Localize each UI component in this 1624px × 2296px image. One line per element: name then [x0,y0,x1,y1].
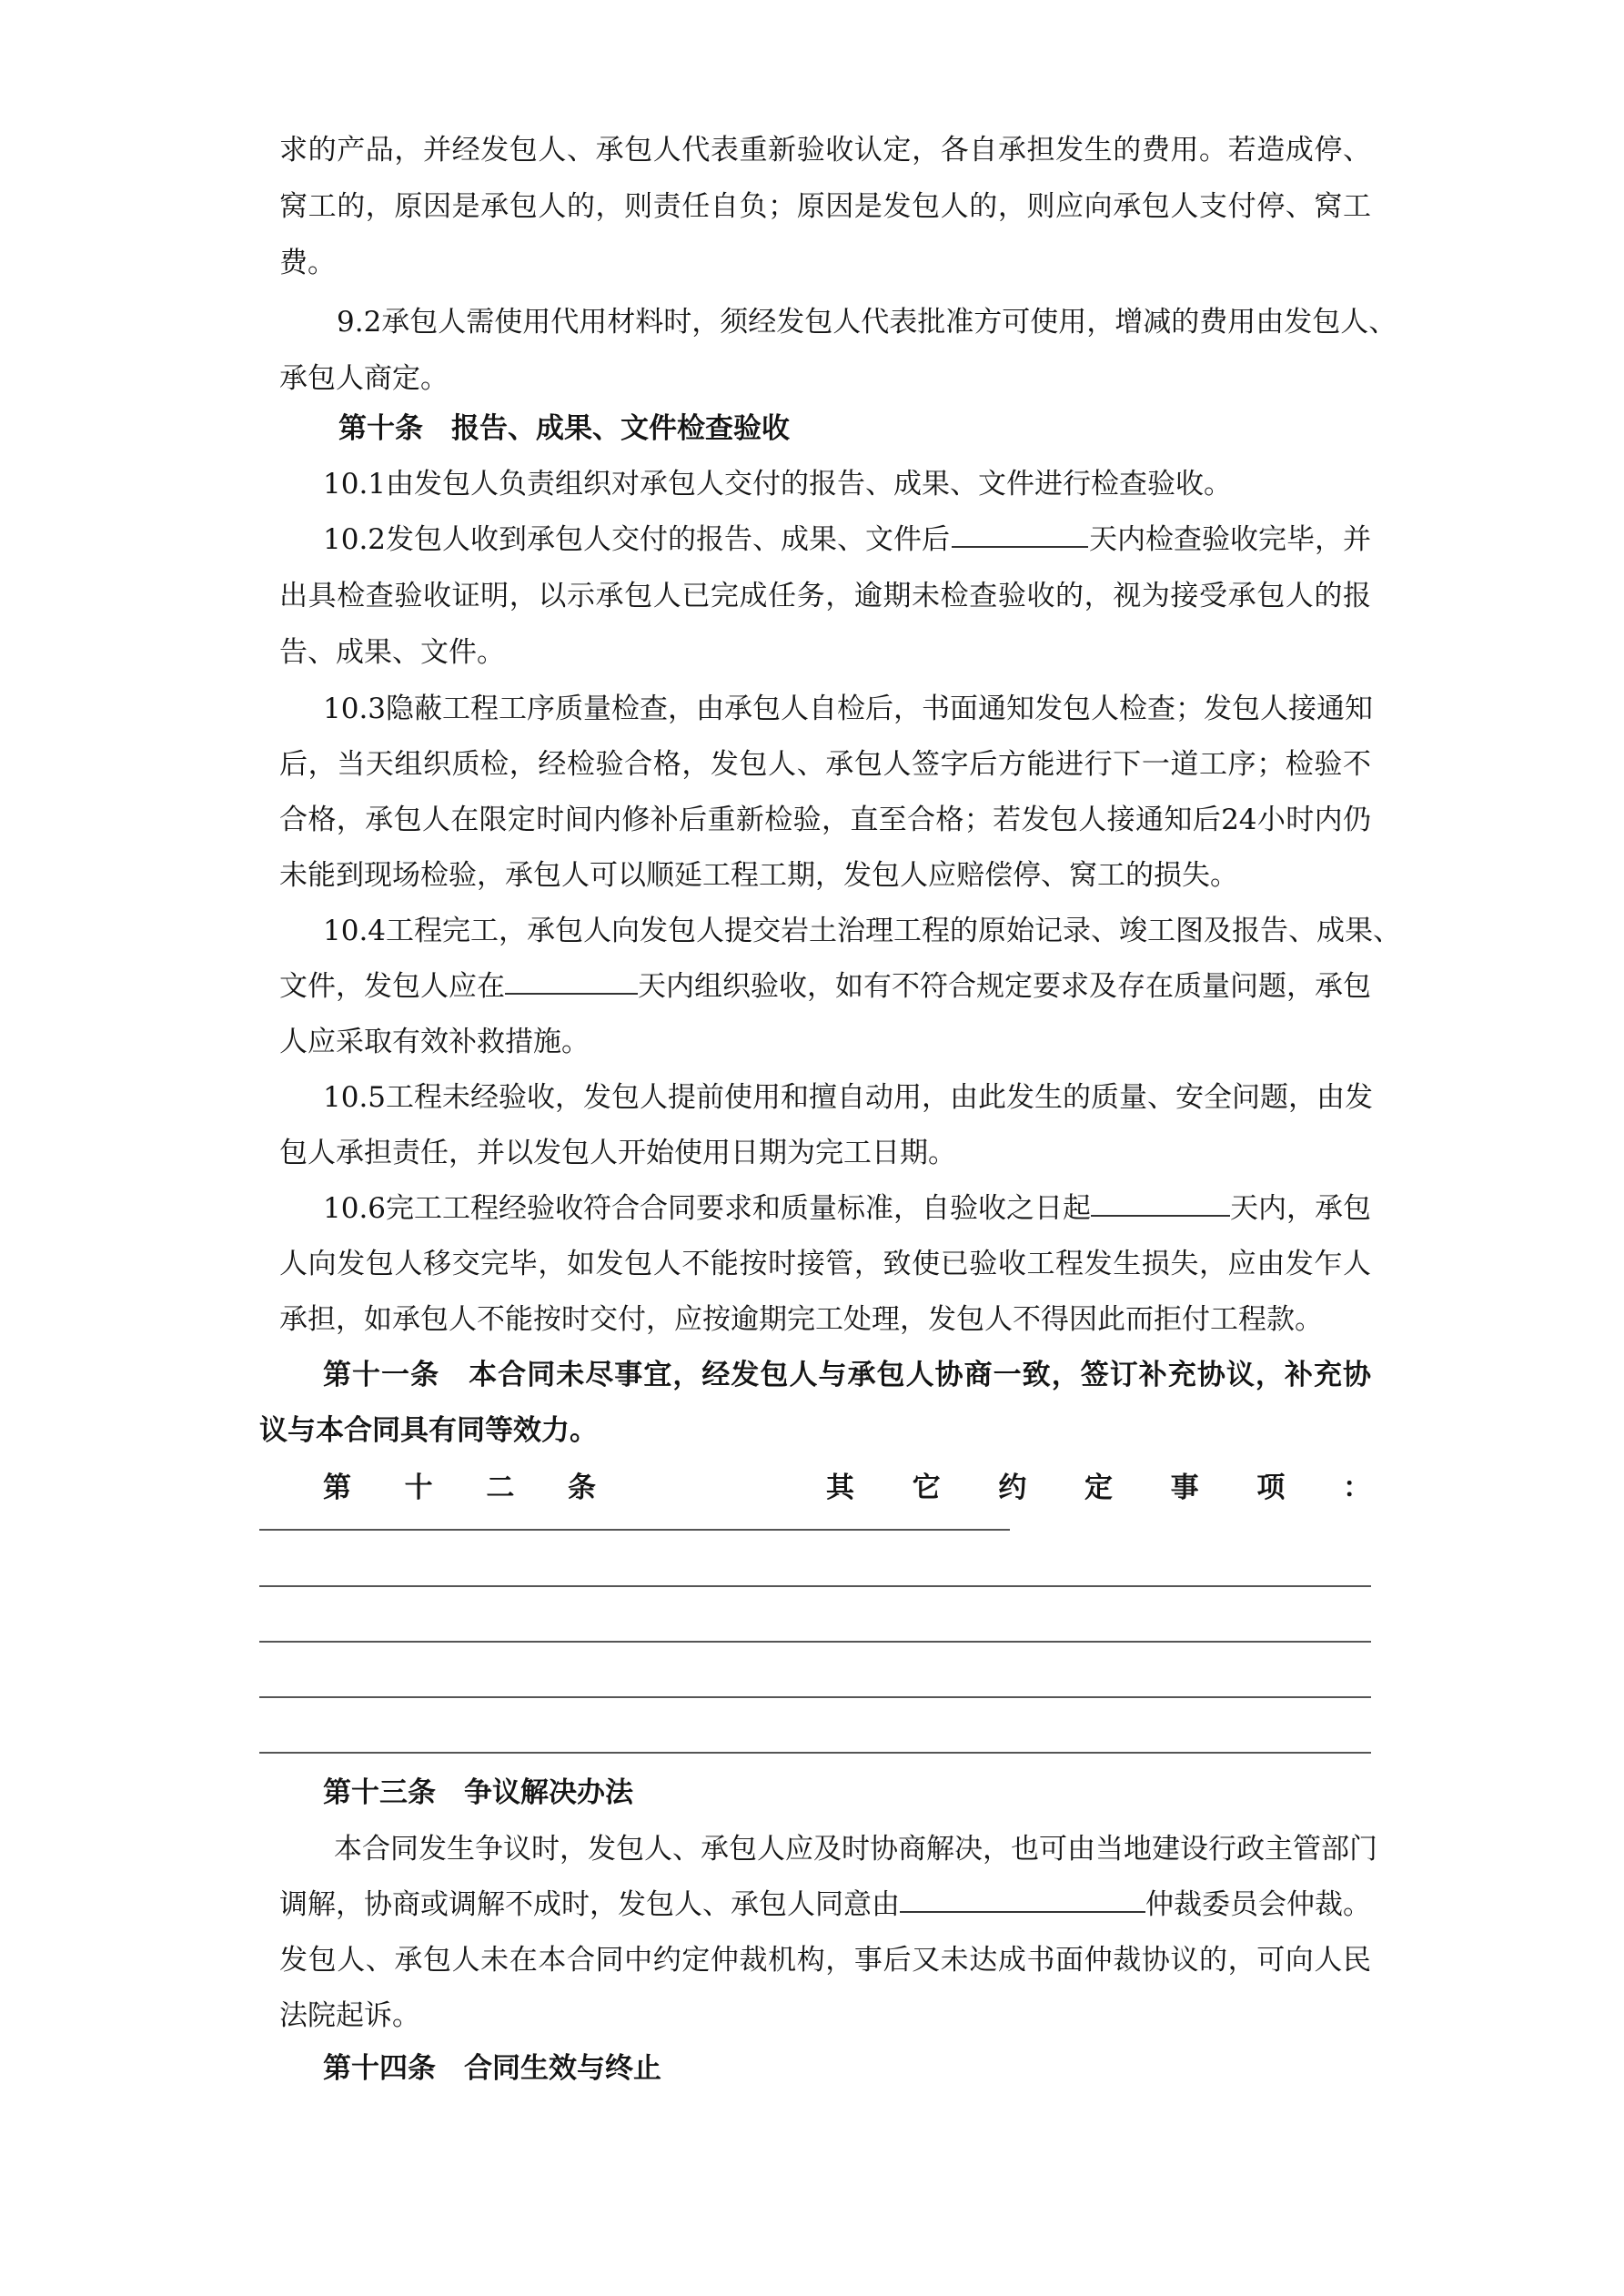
article-12-heading-left: 第 十 二 条 [323,1472,596,1504]
clause-10-2-text-a: 10.2发包人收到承包人交付的报告、成果、文件后 [323,523,951,556]
clause-10-4-text-a: 文件，发包人应在 [279,970,505,1003]
other-terms-blank-line-4[interactable] [259,1696,1371,1698]
other-terms-blank-line-3[interactable] [259,1641,1371,1643]
clause-10-4-text-b: 天内组织验收，如有不符合规定要求及存在质量问题，承包 [638,970,1371,1003]
article-13-line-3: 发包人、承包人未在本合同中约定仲裁机构，事后又未达成书面仲裁协议的，可向人民 [279,1944,1371,1977]
days-blank-10-4[interactable] [505,966,638,995]
days-blank-10-6[interactable] [1091,1188,1230,1217]
clause-10-3-line-4: 未能到现场检验，承包人可以顺延工程工期，发包人应赔偿停、窝工的损失。 [279,859,1238,892]
article-11-line-2: 议与本合同具有同等效力。 [259,1414,598,1447]
clause-10-6-line-2: 人向发包人移交完毕，如发包人不能按时接管，致使已验收工程发生损失，应由发乍人 [279,1248,1371,1280]
article-13-text-a: 调解，协商或调解不成时，发包人、承包人同意由 [279,1888,900,1921]
clause-10-6-text-b: 天内，承包 [1230,1192,1371,1225]
clause-9-2-line-1: 9.2承包人需使用代用材料时，须经发包人代表批准方可使用，增减的费用由发包人、 [337,306,1397,339]
clause-10-2-text-b: 天内检查验收完毕，并 [1089,523,1371,556]
clause-10-1: 10.1由发包人负责组织对承包人交付的报告、成果、文件进行检查验收。 [323,468,1233,501]
article-12-heading-right: 其 它 约 定 事 项 ： [826,1472,1371,1504]
clause-9-2-line-2: 承包人商定。 [279,362,449,395]
clause-10-5-line-1: 10.5工程未经验收，发包人提前使用和擅自动用，由此发生的质量、安全问题，由发 [323,1081,1374,1114]
clause-10-2-line-2: 出具检查验收证明，以示承包人已完成任务，逾期未检查验收的，视为接受承包人的报 [279,580,1371,612]
article-13-line-1: 本合同发生争议时，发包人、承包人应及时协商解决，也可由当地建设行政主管部门 [334,1833,1377,1866]
clause-10-4-line-1: 10.4工程完工，承包人向发包人提交岩土治理工程的原始记录、竣工图及报告、成果、 [323,915,1402,947]
article-10-heading: 第十条 报告、成果、文件检查验收 [338,412,790,445]
clause-9-1-line-1: 求的产品，并经发包人、承包人代表重新验收认定，各自承担发生的费用。若造成停、 [279,134,1371,167]
arbitration-commission-blank[interactable] [900,1884,1145,1913]
clause-9-1-line-2: 窝工的，原因是承包人的，则责任自负；原因是发包人的，则应向承包人支付停、窝工 [279,190,1371,223]
other-terms-blank-line-1[interactable] [259,1529,1010,1531]
article-13-heading: 第十三条 争议解决办法 [323,1776,633,1809]
other-terms-blank-line-2[interactable] [259,1585,1371,1587]
days-blank-10-2[interactable] [952,519,1088,548]
clause-10-6-line-1 [323,1188,1371,1229]
clause-10-4-line-3: 人应采取有效补救措施。 [279,1026,590,1058]
clause-10-5-line-2: 包人承担责任，并以发包人开始使用日期为完工日期。 [279,1137,956,1169]
clause-9-1-line-3: 费。 [279,247,336,279]
article-11-line-1: 第十一条 本合同未尽事宜，经发包人与承包人协商一致，签订补充协议，补充协 [323,1359,1371,1391]
clause-10-4-line-2 [279,966,1371,1007]
other-terms-blank-line-5[interactable] [259,1752,1371,1754]
clause-10-3-line-2: 后，当天组织质检，经检验合格，发包人、承包人签字后方能进行下一道工序；检验不 [279,748,1371,781]
clause-10-6-text-a: 10.6完工工程经验收符合合同要求和质量标准，自验收之日起 [323,1192,1092,1225]
article-13-text-b: 仲裁委员会仲裁。 [1145,1888,1371,1921]
article-13-line-4: 法院起诉。 [279,1999,420,2032]
article-14-heading: 第十四条 合同生效与终止 [323,2052,661,2085]
clause-10-2-line-3: 告、成果、文件。 [279,636,505,669]
clause-10-6-line-3: 承担，如承包人不能按时交付，应按逾期完工处理，发包人不得因此而拒付工程款。 [279,1303,1323,1336]
article-13-line-2 [279,1884,1371,1926]
clause-10-2-line-1 [323,519,1371,561]
clause-10-3-line-3: 合格，承包人在限定时间内修补后重新检验，直至合格；若发包人接通知后24小时内仍 [279,804,1371,836]
clause-10-3-line-1: 10.3隐蔽工程工序质量检查，由承包人自检后，书面通知发包人检查；发包人接通知 [323,693,1374,725]
